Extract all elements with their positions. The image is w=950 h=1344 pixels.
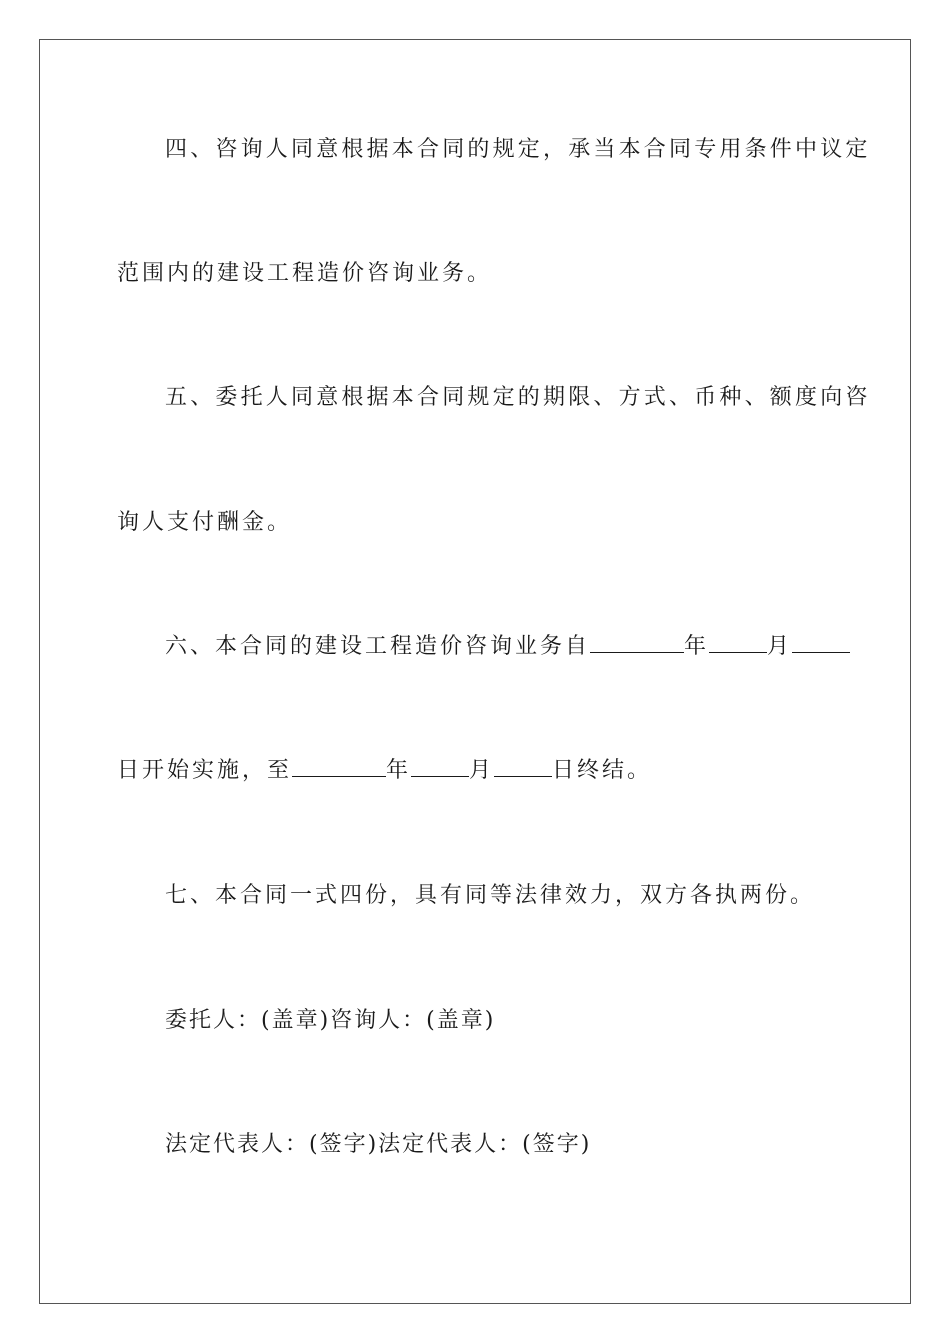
month-blank-start: [709, 632, 767, 653]
month-label-end: 月: [469, 758, 495, 783]
clause4-line1-text: 四、咨询人同意根据本合同的规定，承当本合同专用条件中议定: [165, 137, 871, 162]
page-frame: [39, 39, 911, 1304]
month-label-start: 月: [767, 634, 793, 659]
day-blank-end: [494, 756, 552, 777]
signature-seal-line: 委托人：(盖章)咨询人：(盖章): [165, 1008, 496, 1033]
clause6-line1-prefix: 六、本合同的建设工程造价咨询业务自: [165, 634, 591, 659]
clause4-line1: [165, 135, 871, 165]
year-blank-end: [292, 756, 386, 777]
year-label-end: 年: [386, 758, 412, 783]
month-blank-end: [411, 756, 469, 777]
year-label-start: 年: [684, 634, 710, 659]
clause6-line2: [117, 756, 652, 786]
day-label-end: 日终结。: [552, 758, 653, 783]
clause5-line1: 五、委托人同意根据本合同规定的期限、方式、币种、额度向咨: [165, 385, 871, 410]
clause6-line1: [165, 632, 850, 662]
signature-sign-line: 法定代表人：(签字)法定代表人：(签字): [165, 1132, 592, 1157]
year-blank-start: [590, 632, 684, 653]
clause4-line2: 范围内的建设工程造价咨询业务。: [117, 261, 493, 286]
clause5-line2: 询人支付酬金。: [117, 510, 293, 535]
clause6-line2-prefix: 日开始实施，至: [117, 758, 293, 783]
day-blank-start: [792, 632, 850, 653]
clause7-line: 七、本合同一式四份，具有同等法律效力，双方各执两份。: [165, 883, 816, 908]
